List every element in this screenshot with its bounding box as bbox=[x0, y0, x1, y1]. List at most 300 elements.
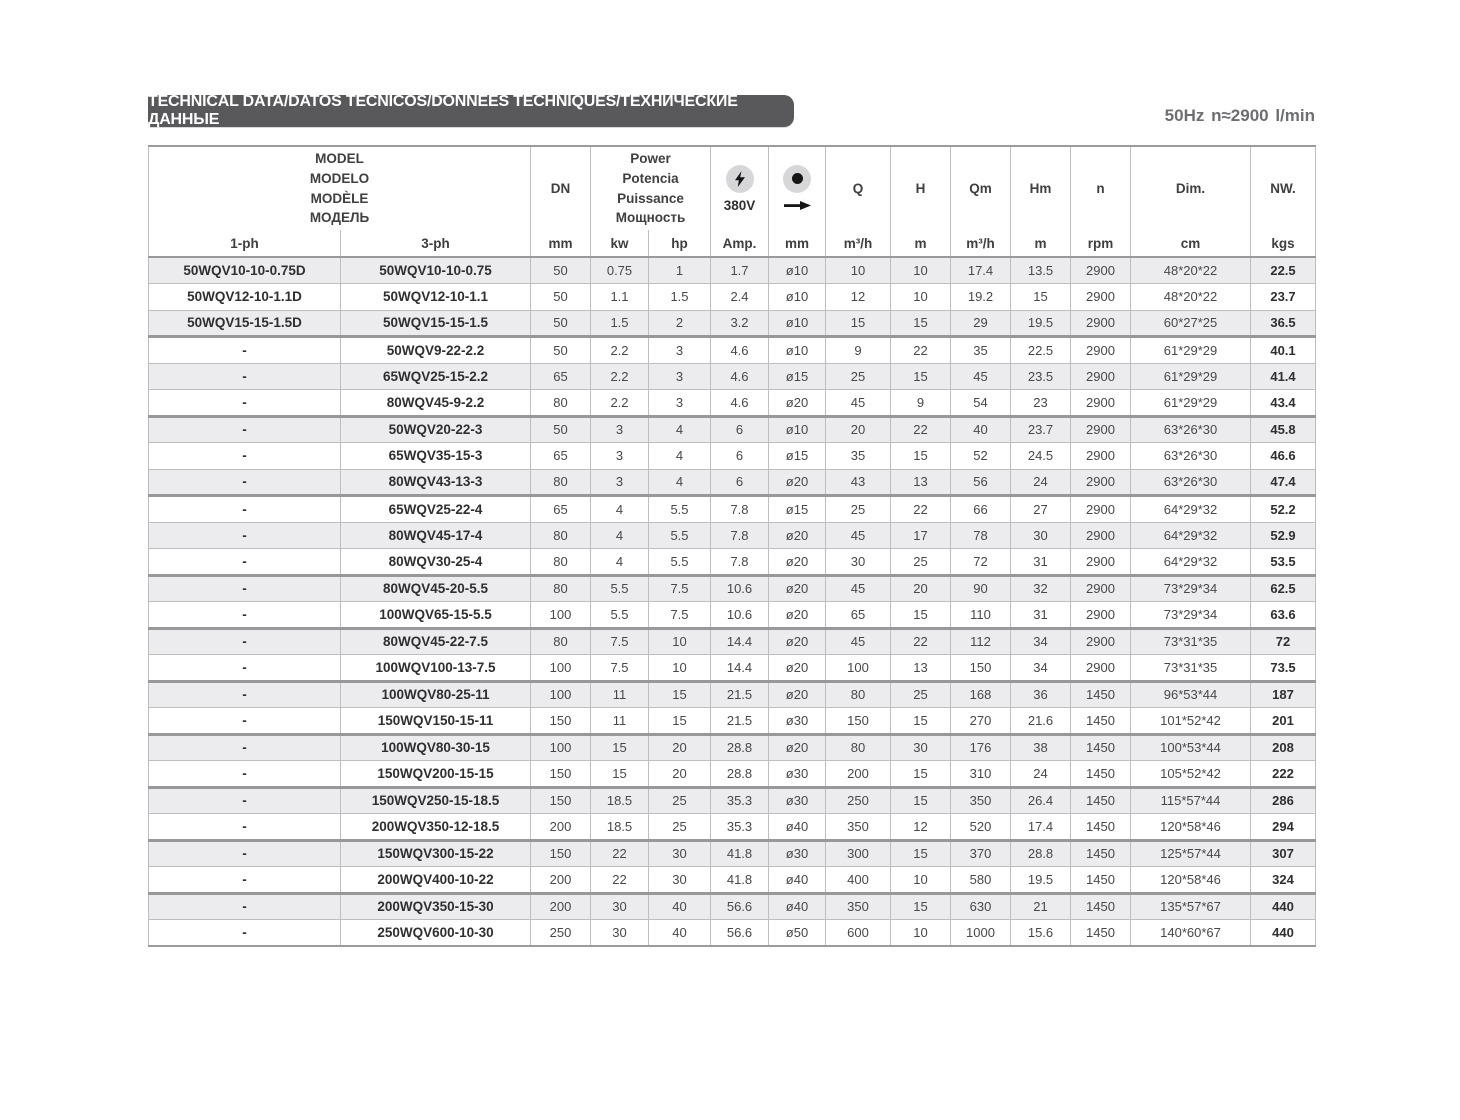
table-row bbox=[149, 257, 1316, 284]
table-row bbox=[149, 787, 1316, 814]
dn-cell: 50 bbox=[531, 257, 591, 284]
unit-cm: cm bbox=[1131, 230, 1251, 257]
h-head-cell: 30 bbox=[891, 734, 951, 761]
power-hp-cell: 5.5 bbox=[649, 549, 711, 576]
dimensions-cell: 101*52*42 bbox=[1131, 708, 1251, 735]
power-header-line: Potencia bbox=[622, 170, 679, 186]
amp-cell: 4.6 bbox=[711, 363, 769, 390]
dimensions-cell: 120*58*46 bbox=[1131, 867, 1251, 894]
amp-cell: 10.6 bbox=[711, 602, 769, 629]
amp-cell: 21.5 bbox=[711, 681, 769, 708]
q-flow-cell: 300 bbox=[826, 840, 891, 867]
power-kw-cell: 3 bbox=[591, 443, 649, 470]
q-flow-cell: 15 bbox=[826, 310, 891, 337]
dn-cell: 100 bbox=[531, 681, 591, 708]
speed-cell: 2900 bbox=[1071, 469, 1131, 496]
dn-cell: 50 bbox=[531, 310, 591, 337]
h-header: H bbox=[891, 146, 951, 230]
voltage-header bbox=[711, 146, 769, 230]
power-kw-cell: 0.75 bbox=[591, 257, 649, 284]
power-kw-cell: 7.5 bbox=[591, 628, 649, 655]
net-weight-cell: 41.4 bbox=[1251, 363, 1316, 390]
model-1ph-cell: - bbox=[149, 840, 341, 867]
model-1ph-cell: - bbox=[149, 787, 341, 814]
net-weight-cell: 43.4 bbox=[1251, 390, 1316, 417]
net-weight-cell: 187 bbox=[1251, 681, 1316, 708]
dimensions-cell: 64*29*32 bbox=[1131, 496, 1251, 523]
net-weight-cell: 47.4 bbox=[1251, 469, 1316, 496]
h-head-cell: 15 bbox=[891, 708, 951, 735]
net-weight-cell: 62.5 bbox=[1251, 575, 1316, 602]
model-1ph-cell: - bbox=[149, 708, 341, 735]
net-weight-cell: 73.5 bbox=[1251, 655, 1316, 682]
hm-head-cell: 31 bbox=[1011, 602, 1071, 629]
qm-flow-cell: 29 bbox=[951, 310, 1011, 337]
dimensions-cell: 120*58*46 bbox=[1131, 814, 1251, 841]
power-hp-cell: 10 bbox=[649, 628, 711, 655]
power-hp-cell: 7.5 bbox=[649, 602, 711, 629]
dn-cell: 150 bbox=[531, 708, 591, 735]
power-hp-cell: 1.5 bbox=[649, 284, 711, 311]
passage-mm-cell: ø10 bbox=[769, 416, 826, 443]
dn-cell: 200 bbox=[531, 814, 591, 841]
power-kw-cell: 4 bbox=[591, 496, 649, 523]
passage-mm-cell: ø10 bbox=[769, 257, 826, 284]
model-3ph-cell: 80WQV45-9-2.2 bbox=[341, 390, 531, 417]
qm-flow-cell: 520 bbox=[951, 814, 1011, 841]
power-header-line: Puissance bbox=[617, 190, 684, 206]
unit-3ph: 3-ph bbox=[341, 230, 531, 257]
h-head-cell: 22 bbox=[891, 337, 951, 364]
hm-head-cell: 21 bbox=[1011, 893, 1071, 920]
h-head-cell: 10 bbox=[891, 920, 951, 947]
h-head-cell: 25 bbox=[891, 549, 951, 576]
hm-head-cell: 31 bbox=[1011, 549, 1071, 576]
h-head-cell: 17 bbox=[891, 522, 951, 549]
solids-dot-icon bbox=[783, 165, 811, 193]
qm-flow-cell: 1000 bbox=[951, 920, 1011, 947]
power-kw-cell: 1.5 bbox=[591, 310, 649, 337]
power-hp-cell: 4 bbox=[649, 416, 711, 443]
table-row bbox=[149, 496, 1316, 523]
table-row bbox=[149, 628, 1316, 655]
hm-head-cell: 15 bbox=[1011, 284, 1071, 311]
model-3ph-cell: 50WQV12-10-1.1 bbox=[341, 284, 531, 311]
table-row bbox=[149, 443, 1316, 470]
h-head-cell: 10 bbox=[891, 867, 951, 894]
dn-cell: 80 bbox=[531, 628, 591, 655]
h-head-cell: 9 bbox=[891, 390, 951, 417]
dimensions-cell: 125*57*44 bbox=[1131, 840, 1251, 867]
passage-mm-cell: ø10 bbox=[769, 337, 826, 364]
model-1ph-cell: - bbox=[149, 867, 341, 894]
frequency-note: 50Hz n≈2900 l/min bbox=[1164, 106, 1315, 125]
dimensions-cell: 140*60*67 bbox=[1131, 920, 1251, 947]
power-hp-cell: 4 bbox=[649, 443, 711, 470]
passage-mm-cell: ø15 bbox=[769, 363, 826, 390]
power-hp-cell: 30 bbox=[649, 867, 711, 894]
voltage-label: 380V bbox=[723, 197, 756, 213]
net-weight-cell: 22.5 bbox=[1251, 257, 1316, 284]
q-flow-cell: 350 bbox=[826, 814, 891, 841]
table-row bbox=[149, 867, 1316, 894]
passage-mm-cell: ø20 bbox=[769, 628, 826, 655]
net-weight-cell: 440 bbox=[1251, 893, 1316, 920]
net-weight-cell: 63.6 bbox=[1251, 602, 1316, 629]
dn-cell: 200 bbox=[531, 867, 591, 894]
h-head-cell: 15 bbox=[891, 787, 951, 814]
hm-head-cell: 32 bbox=[1011, 575, 1071, 602]
dimensions-cell: 73*29*34 bbox=[1131, 575, 1251, 602]
power-kw-cell: 3 bbox=[591, 469, 649, 496]
q-header: Q bbox=[826, 146, 891, 230]
power-header-line: Мощность bbox=[615, 210, 686, 226]
q-flow-cell: 400 bbox=[826, 867, 891, 894]
hm-head-cell: 26.4 bbox=[1011, 787, 1071, 814]
dimensions-cell: 48*20*22 bbox=[1131, 257, 1251, 284]
hm-head-cell: 22.5 bbox=[1011, 337, 1071, 364]
dimensions-cell: 100*53*44 bbox=[1131, 734, 1251, 761]
power-kw-cell: 2.2 bbox=[591, 390, 649, 417]
power-kw-cell: 18.5 bbox=[591, 787, 649, 814]
amp-cell: 4.6 bbox=[711, 337, 769, 364]
dim-header: Dim. bbox=[1131, 146, 1251, 230]
units-row bbox=[149, 230, 1316, 257]
power-hp-cell: 30 bbox=[649, 840, 711, 867]
dn-cell: 80 bbox=[531, 522, 591, 549]
amp-cell: 28.8 bbox=[711, 761, 769, 788]
speed-cell: 1450 bbox=[1071, 787, 1131, 814]
h-head-cell: 13 bbox=[891, 655, 951, 682]
dimensions-cell: 63*26*30 bbox=[1131, 469, 1251, 496]
model-1ph-cell: - bbox=[149, 575, 341, 602]
qm-flow-cell: 17.4 bbox=[951, 257, 1011, 284]
model-1ph-cell: - bbox=[149, 893, 341, 920]
table-row bbox=[149, 284, 1316, 311]
h-head-cell: 15 bbox=[891, 840, 951, 867]
amp-cell: 7.8 bbox=[711, 496, 769, 523]
passage-mm-cell: ø20 bbox=[769, 549, 826, 576]
hm-head-cell: 23 bbox=[1011, 390, 1071, 417]
qm-flow-cell: 54 bbox=[951, 390, 1011, 417]
q-flow-cell: 45 bbox=[826, 390, 891, 417]
dn-cell: 100 bbox=[531, 734, 591, 761]
dimensions-cell: 61*29*29 bbox=[1131, 337, 1251, 364]
net-weight-cell: 307 bbox=[1251, 840, 1316, 867]
hm-head-cell: 19.5 bbox=[1011, 867, 1071, 894]
model-3ph-cell: 80WQV45-17-4 bbox=[341, 522, 531, 549]
model-3ph-cell: 80WQV30-25-4 bbox=[341, 549, 531, 576]
qm-flow-cell: 370 bbox=[951, 840, 1011, 867]
passage-mm-cell: ø40 bbox=[769, 893, 826, 920]
qm-flow-cell: 40 bbox=[951, 416, 1011, 443]
power-kw-cell: 3 bbox=[591, 416, 649, 443]
table-row bbox=[149, 893, 1316, 920]
model-1ph-cell: - bbox=[149, 416, 341, 443]
power-hp-cell: 3 bbox=[649, 337, 711, 364]
qm-flow-cell: 90 bbox=[951, 575, 1011, 602]
power-header bbox=[591, 146, 711, 230]
model-3ph-cell: 100WQV80-25-11 bbox=[341, 681, 531, 708]
passage-mm-cell: ø50 bbox=[769, 920, 826, 947]
speed-cell: 2900 bbox=[1071, 310, 1131, 337]
model-1ph-cell: - bbox=[149, 390, 341, 417]
power-kw-cell: 5.5 bbox=[591, 602, 649, 629]
table-row bbox=[149, 416, 1316, 443]
power-kw-cell: 4 bbox=[591, 522, 649, 549]
power-kw-cell: 5.5 bbox=[591, 575, 649, 602]
table-row bbox=[149, 840, 1316, 867]
dimensions-cell: 63*26*30 bbox=[1131, 443, 1251, 470]
dn-cell: 150 bbox=[531, 840, 591, 867]
amp-cell: 1.7 bbox=[711, 257, 769, 284]
power-kw-cell: 15 bbox=[591, 761, 649, 788]
dn-cell: 150 bbox=[531, 787, 591, 814]
qm-flow-cell: 176 bbox=[951, 734, 1011, 761]
header-group-row bbox=[149, 146, 1316, 230]
q-flow-cell: 80 bbox=[826, 681, 891, 708]
net-weight-cell: 52.2 bbox=[1251, 496, 1316, 523]
power-hp-cell: 20 bbox=[649, 734, 711, 761]
model-3ph-cell: 50WQV9-22-2.2 bbox=[341, 337, 531, 364]
h-head-cell: 15 bbox=[891, 443, 951, 470]
dimensions-cell: 61*29*29 bbox=[1131, 390, 1251, 417]
model-1ph-cell: - bbox=[149, 363, 341, 390]
amp-cell: 6 bbox=[711, 469, 769, 496]
power-kw-cell: 1.1 bbox=[591, 284, 649, 311]
q-flow-cell: 150 bbox=[826, 708, 891, 735]
model-3ph-cell: 100WQV65-15-5.5 bbox=[341, 602, 531, 629]
model-3ph-cell: 150WQV200-15-15 bbox=[341, 761, 531, 788]
model-header-line: MODÈLE bbox=[310, 190, 369, 206]
power-hp-cell: 40 bbox=[649, 893, 711, 920]
power-hp-cell: 5.5 bbox=[649, 496, 711, 523]
amp-cell: 35.3 bbox=[711, 787, 769, 814]
hm-head-cell: 24 bbox=[1011, 761, 1071, 788]
passage-mm-cell: ø20 bbox=[769, 390, 826, 417]
model-header-line: MODELO bbox=[309, 170, 370, 186]
speed-cell: 1450 bbox=[1071, 893, 1131, 920]
net-weight-cell: 53.5 bbox=[1251, 549, 1316, 576]
speed-cell: 1450 bbox=[1071, 708, 1131, 735]
qm-flow-cell: 72 bbox=[951, 549, 1011, 576]
table-row bbox=[149, 363, 1316, 390]
amp-cell: 41.8 bbox=[711, 840, 769, 867]
q-flow-cell: 25 bbox=[826, 496, 891, 523]
power-hp-cell: 15 bbox=[649, 708, 711, 735]
model-1ph-cell: - bbox=[149, 496, 341, 523]
passage-mm-cell: ø20 bbox=[769, 655, 826, 682]
model-1ph-cell: - bbox=[149, 337, 341, 364]
power-kw-cell: 2.2 bbox=[591, 363, 649, 390]
passage-mm-cell: ø20 bbox=[769, 469, 826, 496]
speed-cell: 2900 bbox=[1071, 363, 1131, 390]
q-flow-cell: 45 bbox=[826, 522, 891, 549]
nw-header: NW. bbox=[1251, 146, 1316, 230]
dn-cell: 200 bbox=[531, 893, 591, 920]
table-row bbox=[149, 602, 1316, 629]
q-flow-cell: 65 bbox=[826, 602, 891, 629]
model-1ph-cell: - bbox=[149, 655, 341, 682]
model-3ph-cell: 250WQV600-10-30 bbox=[341, 920, 531, 947]
unit-dn-mm: mm bbox=[531, 230, 591, 257]
hm-head-cell: 13.5 bbox=[1011, 257, 1071, 284]
dn-cell: 80 bbox=[531, 549, 591, 576]
h-head-cell: 22 bbox=[891, 416, 951, 443]
net-weight-cell: 440 bbox=[1251, 920, 1316, 947]
power-hp-cell: 10 bbox=[649, 655, 711, 682]
power-kw-cell: 30 bbox=[591, 920, 649, 947]
h-head-cell: 22 bbox=[891, 496, 951, 523]
unit-h: m bbox=[891, 230, 951, 257]
model-3ph-cell: 200WQV350-15-30 bbox=[341, 893, 531, 920]
h-head-cell: 12 bbox=[891, 814, 951, 841]
h-head-cell: 10 bbox=[891, 257, 951, 284]
speed-cell: 1450 bbox=[1071, 867, 1131, 894]
dimensions-cell: 135*57*67 bbox=[1131, 893, 1251, 920]
dn-cell: 50 bbox=[531, 416, 591, 443]
qm-flow-cell: 310 bbox=[951, 761, 1011, 788]
unit-rpm: rpm bbox=[1071, 230, 1131, 257]
amp-cell: 6 bbox=[711, 416, 769, 443]
q-flow-cell: 600 bbox=[826, 920, 891, 947]
passage-mm-cell: ø20 bbox=[769, 522, 826, 549]
speed-cell: 1450 bbox=[1071, 761, 1131, 788]
q-flow-cell: 200 bbox=[826, 761, 891, 788]
power-hp-cell: 15 bbox=[649, 681, 711, 708]
power-hp-cell: 3 bbox=[649, 390, 711, 417]
net-weight-cell: 294 bbox=[1251, 814, 1316, 841]
power-kw-cell: 15 bbox=[591, 734, 649, 761]
model-1ph-cell: 50WQV10-10-0.75D bbox=[149, 257, 341, 284]
amp-cell: 56.6 bbox=[711, 920, 769, 947]
dimensions-cell: 115*57*44 bbox=[1131, 787, 1251, 814]
hm-head-cell: 36 bbox=[1011, 681, 1071, 708]
amp-cell: 35.3 bbox=[711, 814, 769, 841]
speed-cell: 1450 bbox=[1071, 840, 1131, 867]
dimensions-cell: 105*52*42 bbox=[1131, 761, 1251, 788]
power-hp-cell: 7.5 bbox=[649, 575, 711, 602]
amp-cell: 41.8 bbox=[711, 867, 769, 894]
power-kw-cell: 2.2 bbox=[591, 337, 649, 364]
passage-mm-cell: ø15 bbox=[769, 443, 826, 470]
net-weight-cell: 45.8 bbox=[1251, 416, 1316, 443]
dn-cell: 80 bbox=[531, 390, 591, 417]
table-row bbox=[149, 655, 1316, 682]
passage-mm-cell: ø30 bbox=[769, 708, 826, 735]
power-hp-cell: 4 bbox=[649, 469, 711, 496]
model-1ph-cell: - bbox=[149, 734, 341, 761]
q-flow-cell: 43 bbox=[826, 469, 891, 496]
qm-flow-cell: 52 bbox=[951, 443, 1011, 470]
amp-cell: 7.8 bbox=[711, 549, 769, 576]
power-kw-cell: 11 bbox=[591, 708, 649, 735]
passage-mm-cell: ø20 bbox=[769, 734, 826, 761]
speed-cell: 1450 bbox=[1071, 734, 1131, 761]
unit-kw: kw bbox=[591, 230, 649, 257]
unit-hm: m bbox=[1011, 230, 1071, 257]
hm-head-cell: 21.6 bbox=[1011, 708, 1071, 735]
model-1ph-cell: 50WQV15-15-1.5D bbox=[149, 310, 341, 337]
power-kw-cell: 22 bbox=[591, 867, 649, 894]
speed-cell: 2900 bbox=[1071, 443, 1131, 470]
h-head-cell: 15 bbox=[891, 761, 951, 788]
qm-flow-cell: 110 bbox=[951, 602, 1011, 629]
unit-1ph: 1-ph bbox=[149, 230, 341, 257]
table-row bbox=[149, 469, 1316, 496]
hm-head-cell: 15.6 bbox=[1011, 920, 1071, 947]
dn-cell: 65 bbox=[531, 443, 591, 470]
table-row bbox=[149, 761, 1316, 788]
power-hp-cell: 5.5 bbox=[649, 522, 711, 549]
power-header-line: Power bbox=[630, 151, 671, 167]
model-3ph-cell: 50WQV15-15-1.5 bbox=[341, 310, 531, 337]
amp-cell: 21.5 bbox=[711, 708, 769, 735]
hm-head-cell: 19.5 bbox=[1011, 310, 1071, 337]
amp-cell: 7.8 bbox=[711, 522, 769, 549]
model-3ph-cell: 200WQV400-10-22 bbox=[341, 867, 531, 894]
dn-cell: 150 bbox=[531, 761, 591, 788]
qm-flow-cell: 630 bbox=[951, 893, 1011, 920]
dimensions-cell: 61*29*29 bbox=[1131, 363, 1251, 390]
model-1ph-cell: - bbox=[149, 920, 341, 947]
hm-head-cell: 24 bbox=[1011, 469, 1071, 496]
unit-hp: hp bbox=[649, 230, 711, 257]
q-flow-cell: 250 bbox=[826, 787, 891, 814]
qm-flow-cell: 45 bbox=[951, 363, 1011, 390]
qm-flow-cell: 350 bbox=[951, 787, 1011, 814]
model-header-line: MODEL bbox=[315, 151, 364, 167]
passage-mm-cell: ø20 bbox=[769, 681, 826, 708]
power-hp-cell: 25 bbox=[649, 787, 711, 814]
speed-cell: 2900 bbox=[1071, 257, 1131, 284]
model-3ph-cell: 200WQV350-12-18.5 bbox=[341, 814, 531, 841]
hm-head-cell: 24.5 bbox=[1011, 443, 1071, 470]
speed-cell: 2900 bbox=[1071, 575, 1131, 602]
hm-head-cell: 17.4 bbox=[1011, 814, 1071, 841]
dn-cell: 100 bbox=[531, 602, 591, 629]
model-3ph-cell: 65WQV35-15-3 bbox=[341, 443, 531, 470]
amp-cell: 14.4 bbox=[711, 628, 769, 655]
qm-flow-cell: 150 bbox=[951, 655, 1011, 682]
model-3ph-cell: 80WQV43-13-3 bbox=[341, 469, 531, 496]
amp-cell: 56.6 bbox=[711, 893, 769, 920]
power-kw-cell: 18.5 bbox=[591, 814, 649, 841]
q-flow-cell: 25 bbox=[826, 363, 891, 390]
q-flow-cell: 80 bbox=[826, 734, 891, 761]
model-3ph-cell: 65WQV25-15-2.2 bbox=[341, 363, 531, 390]
model-3ph-cell: 150WQV150-15-11 bbox=[341, 708, 531, 735]
h-head-cell: 15 bbox=[891, 363, 951, 390]
dimensions-cell: 48*20*22 bbox=[1131, 284, 1251, 311]
h-head-cell: 15 bbox=[891, 602, 951, 629]
hm-head-cell: 28.8 bbox=[1011, 840, 1071, 867]
title-bar bbox=[148, 95, 794, 127]
table-row bbox=[149, 920, 1316, 947]
passage-mm-cell: ø20 bbox=[769, 575, 826, 602]
power-kw-cell: 22 bbox=[591, 840, 649, 867]
amp-cell: 4.6 bbox=[711, 390, 769, 417]
speed-cell: 2900 bbox=[1071, 628, 1131, 655]
table-row bbox=[149, 549, 1316, 576]
speed-cell: 1450 bbox=[1071, 681, 1131, 708]
unit-kgs: kgs bbox=[1251, 230, 1316, 257]
net-weight-cell: 324 bbox=[1251, 867, 1316, 894]
power-hp-cell: 2 bbox=[649, 310, 711, 337]
model-1ph-cell: - bbox=[149, 469, 341, 496]
power-kw-cell: 7.5 bbox=[591, 655, 649, 682]
hm-head-cell: 30 bbox=[1011, 522, 1071, 549]
